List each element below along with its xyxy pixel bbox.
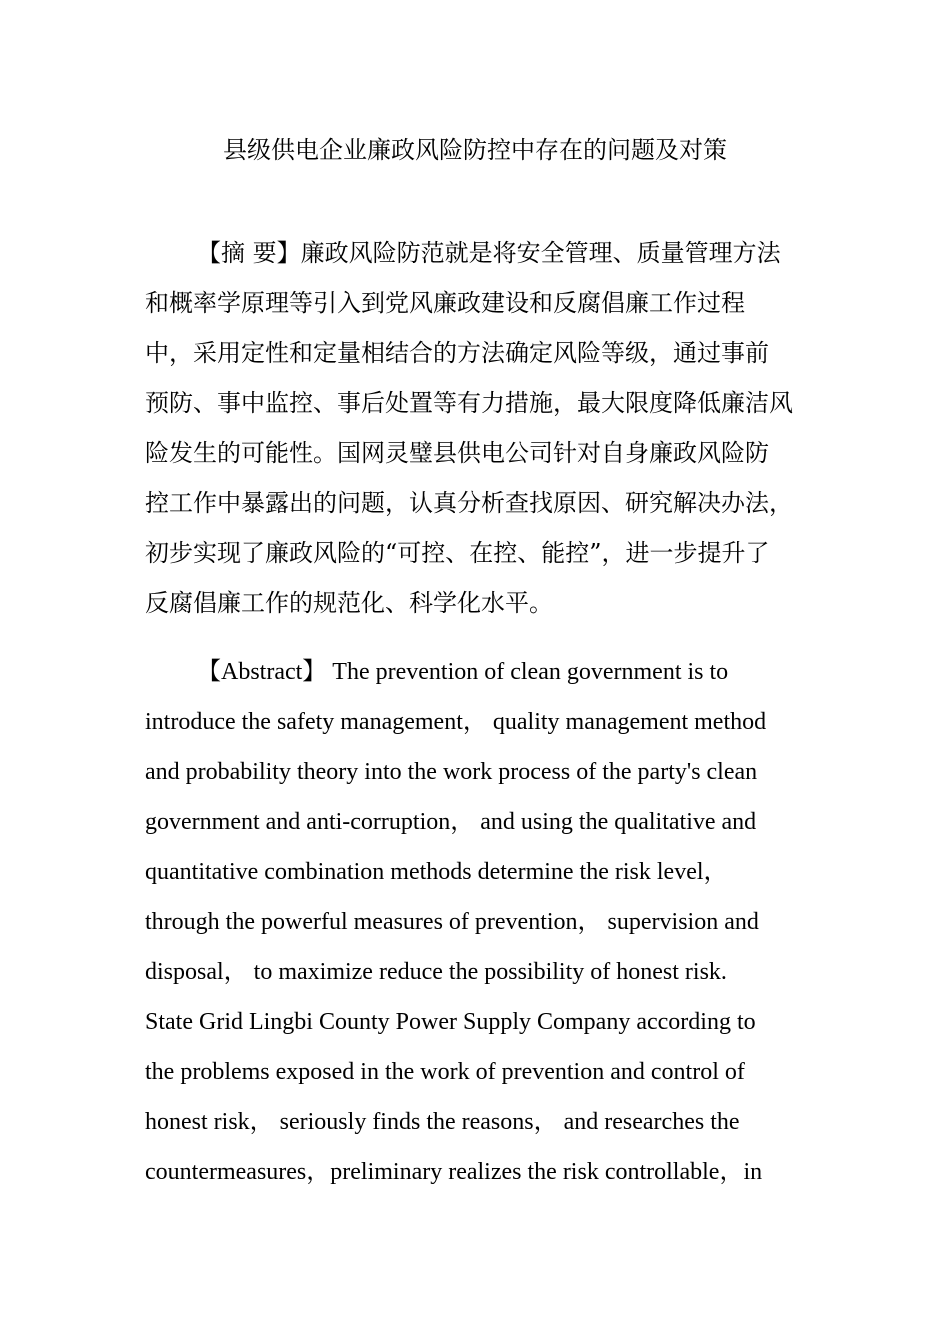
english-abstract-line: 【Abstract】 The prevention of clean government is to <box>197 659 729 685</box>
chinese-abstract-line: 和概率学原理等引入到党风廉政建设和反腐倡廉工作过程 <box>145 289 745 317</box>
english-abstract-line: honest risk， seriously finds the reasons， and researches the <box>145 1109 740 1135</box>
chinese-abstract-line: 预防、事中监控、事后处置等有力措施，最大限度降低廉洁风 <box>145 389 793 417</box>
english-abstract-line: introduce the safety management， quality management method <box>145 709 767 735</box>
chinese-abstract-line: 控工作中暴露出的问题，认真分析查找原因、研究解决办法， <box>145 489 793 517</box>
english-abstract-line: State Grid Lingbi County Power Supply Company according to <box>145 1009 756 1035</box>
chinese-abstract-line: 【摘 要】廉政风险防范就是将安全管理、质量管理方法 <box>197 239 781 267</box>
chinese-abstract-line: 险发生的可能性。国网灵璧县供电公司针对自身廉政风险防 <box>145 439 769 467</box>
english-abstract-line: disposal， to maximize reduce the possibility of honest risk. <box>145 959 727 985</box>
english-abstract <box>145 647 825 1197</box>
document-title: 县级供电企业廉政风险防控中存在的问题及对策 <box>223 136 727 164</box>
english-abstract-line: through the powerful measures of prevention， supervision and <box>145 909 759 935</box>
chinese-abstract-line: 反腐倡廉工作的规范化、科学化水平。 <box>145 589 553 617</box>
english-abstract-line: government and anti-corruption， and using the qualitative and <box>145 809 757 835</box>
english-abstract-line: countermeasures，preliminary realizes the risk controllable，in <box>145 1159 763 1185</box>
chinese-abstract-line: 初步实现了廉政风险的“可控、在控、能控”，进一步提升了 <box>145 539 770 567</box>
chinese-abstract <box>145 228 810 628</box>
english-abstract-line: quantitative combination methods determine the risk level， <box>145 859 728 885</box>
english-abstract-line: and probability theory into the work process of the party's clean <box>145 759 758 785</box>
english-abstract-line: the problems exposed in the work of prevention and control of <box>145 1059 745 1085</box>
chinese-abstract-line: 中，采用定性和定量相结合的方法确定风险等级，通过事前 <box>145 339 769 367</box>
